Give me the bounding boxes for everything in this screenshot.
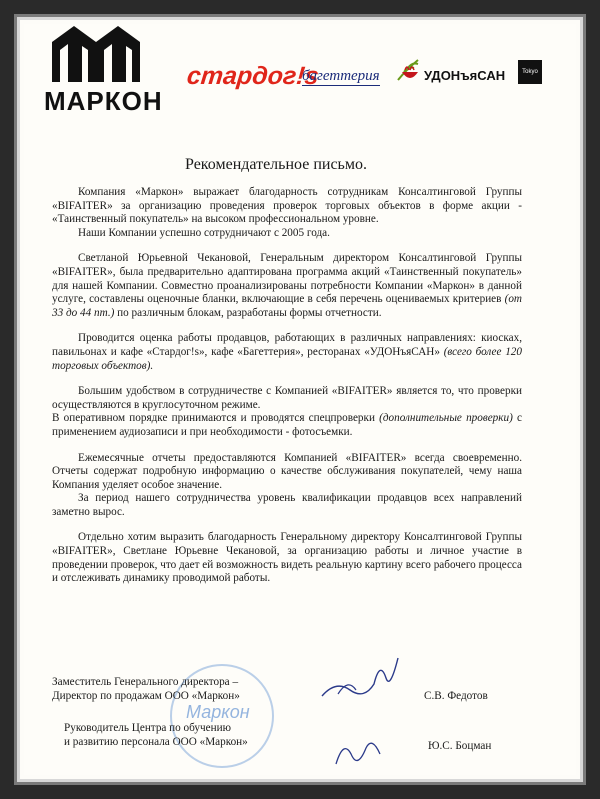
- tokyo-logo: Tokyo: [518, 60, 542, 84]
- udon-bowl-icon: [400, 62, 420, 84]
- paragraph-since: Наши Компании успешно сотрудничают с 2005 года.: [78, 226, 330, 239]
- special-checks-end: с применением аудиозаписи и при необходимости - фотосъемки.: [52, 412, 522, 438]
- signatory-2-position: Руководитель Центра по обучению: [64, 722, 231, 734]
- markon-logo-text: МАРКОН: [44, 86, 163, 116]
- paragraph-special-checks: [52, 412, 522, 439]
- letter-title: Рекомендательное письмо.: [185, 156, 367, 173]
- additional-checks: (дополнительные проверки): [379, 412, 513, 425]
- paragraph-convenience: Большим удобством в сотрудничестве с Компанией «BIFAITER» является то, что проверки осуществляются в круглосуточном режиме.: [52, 385, 522, 411]
- paragraph-program: [52, 252, 522, 320]
- signature-1-icon: [316, 650, 406, 710]
- signatory-2-name: Ю.С. Боцман: [428, 740, 492, 752]
- paragraph-thanks: Отдельно хотим выразить благодарность Генеральному директору Консалтинговой Группы «BIFAITER», Светлане Юрьевне Чекановой, за организацию работы и личное участие в проведении проверок, что дает ей возможность видеть реальную картину всего рабочего процесса и отслеживать динамику проводимой работы.: [52, 531, 522, 585]
- markon-logo: [44, 20, 169, 120]
- signatory-2-department: и развитию персонала ООО «Маркон»: [64, 735, 248, 748]
- signatory-1-name: С.В. Федотов: [424, 690, 488, 702]
- criteria-range: (от 33 до 44 пт.): [52, 293, 522, 319]
- objects-count: (всего более 120 торговых объектов).: [52, 345, 522, 372]
- signatory-1-title: [52, 676, 240, 703]
- udon-logo: УДОНъяСАН: [424, 68, 506, 83]
- signatory-2-title: [64, 722, 248, 749]
- signatory-1-department: Директор по продажам ООО «Маркон»: [52, 689, 240, 702]
- program-text: Светланой Юрьевной Чекановой, Генеральным директором Консалтинговой Группы «BIFAITER», была предварительно адаптирована программа акций «Таинственный покупатель» для нашей Компании. Совместно проанализированы потребности Компании «Маркон» в данной услуге, составлены оценочные бланки, включающие в себя перечень оцениваемых критериев: [52, 252, 522, 306]
- special-checks-text: В оперативном порядке принимаются и проводятся спецпроверки: [52, 412, 375, 425]
- evaluation-text: Проводится оценка работы продавцов, работающих в различных направлениях: киосках, павильонах и кафе «Стардог!s», кафе «Багеттерия», ресторанах «УДОНъяСАН»: [52, 332, 522, 358]
- signature-2-icon: [330, 734, 390, 770]
- bagetteria-logo: багеттерия: [302, 68, 380, 84]
- logo-bar: [44, 20, 538, 120]
- markon-house-icon: [44, 20, 154, 84]
- paragraph-qualification: За период нашего сотрудничества уровень квалификации продавцов всех направлений заметно вырос.: [52, 492, 522, 518]
- stardogs-logo: стардог!s: [185, 62, 321, 90]
- paragraph-gratitude: Компания «Маркон» выражает благодарность сотрудникам Консалтинговой Группы «BIFAITER» за организацию проведения проверок торговых объектов в форме акции - «Таинственный покупатель» на высоком профессиональном уровне.: [52, 186, 522, 226]
- signatory-1-position: Заместитель Генерального директора –: [52, 676, 239, 688]
- program-text-end: по различным блокам, разработаны формы отчетности.: [117, 306, 382, 319]
- paragraph-evaluation: [52, 332, 522, 373]
- letter-body: [52, 186, 522, 598]
- stamp-text: Маркон: [186, 702, 250, 722]
- paragraph-reports: Ежемесячные отчеты предоставляются Компанией «BIFAITER» всегда своевременно. Отчеты содержат подробную информацию о качестве обслуживания покупателей, чему наша Компания уделяет особое значение.: [52, 451, 522, 491]
